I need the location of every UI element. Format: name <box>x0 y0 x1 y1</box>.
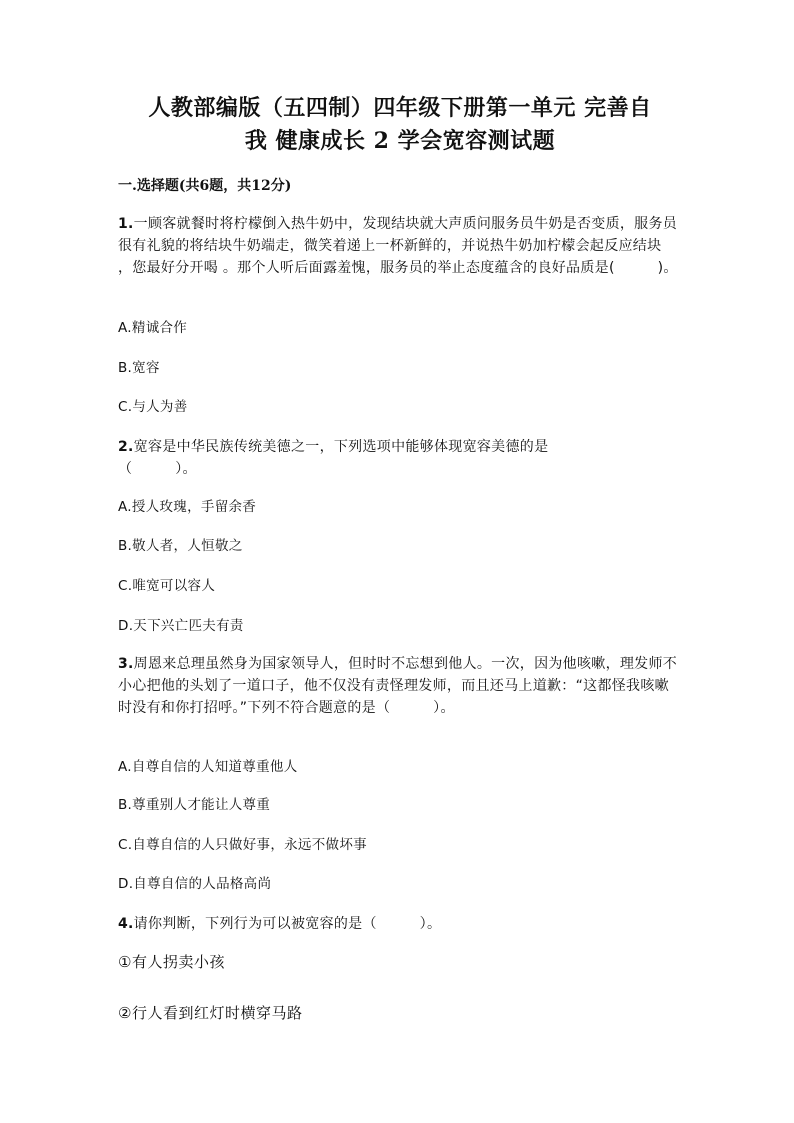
question-3-option-a <box>118 757 298 777</box>
question-text: 周恩来总理虽然身为国家领导人，但时时不忘想到他人。一次，因为他咳嗽，理发师不小心把他的头划了一道口子，他不仅没有责怪理发师，而且还马上道歉：“这都怪我咳嗽时没有和你打招呼。”下列不符合题意的是（ ）。 <box>118 656 678 716</box>
question-4-statement-2: ②行人看到红灯时横穿马路 <box>118 1004 303 1022</box>
question-2-option-a <box>118 497 256 517</box>
page-title-line-1: 人教部编版（五四制）四年级下册第一单元 完善自 <box>148 95 652 121</box>
question-2 <box>118 436 618 480</box>
page-title <box>100 92 700 158</box>
option-label: B.宽容 <box>118 360 160 376</box>
question-1 <box>118 213 678 279</box>
option-label: D.自尊自信的人品格高尚 <box>118 876 272 892</box>
question-text: 宽容是中华民族传统美德之一，下列选项中能够体现宽容美德的是（ ）。 <box>118 439 549 477</box>
question-number: 1. <box>118 216 134 232</box>
option-label: C.自尊自信的人只做好事，永远不做坏事 <box>118 837 367 853</box>
question-text: 一顾客就餐时将柠檬倒入热牛奶中，发现结块就大声质问服务员牛奶是否变质，服务员很有礼貌的将结块牛奶端走，微笑着递上一杯新鲜的，并说热牛奶加柠檬会起反应结块 ，您最好分开喝 。那个人听后面露羞愧，服务员的举止态度蕴含的良好品质是( )。 <box>118 216 678 276</box>
question-2-option-b <box>118 536 243 556</box>
question-4-statement-1: ①有人拐卖小孩 <box>118 953 225 971</box>
question-3-option-b <box>118 795 270 815</box>
option-label: C.与人为善 <box>118 399 188 415</box>
question-4 <box>118 913 678 935</box>
question-text: 请你判断，下列行为可以被宽容的是（ ）。 <box>133 916 442 932</box>
question-1-option-a <box>118 318 187 338</box>
option-label: C.唯宽可以容人 <box>118 578 216 594</box>
option-label: D.天下兴亡匹夫有责 <box>118 618 244 634</box>
question-1-option-b <box>118 358 160 378</box>
page-title-line-2: 我 健康成长 2 学会宽容测试题 <box>244 128 556 154</box>
question-number: 4. <box>118 916 134 932</box>
option-label: A.自尊自信的人知道尊重他人 <box>118 759 298 775</box>
question-3 <box>118 653 678 719</box>
question-2-option-c <box>118 576 215 596</box>
question-number: 2. <box>118 439 134 455</box>
section-heading: 一.选择题(共6题，共12分) <box>118 178 292 194</box>
option-label: B.尊重别人才能让人尊重 <box>118 797 271 813</box>
option-label: A.精诚合作 <box>118 320 188 336</box>
question-1-option-c <box>118 397 188 417</box>
option-label: A.授人玫瑰，手留余香 <box>118 499 257 515</box>
question-2-option-d <box>118 616 244 636</box>
option-label: B.敬人者，人恒敬之 <box>118 538 243 554</box>
question-number: 3. <box>118 656 134 672</box>
question-3-option-c <box>118 835 367 855</box>
question-3-option-d <box>118 874 271 894</box>
